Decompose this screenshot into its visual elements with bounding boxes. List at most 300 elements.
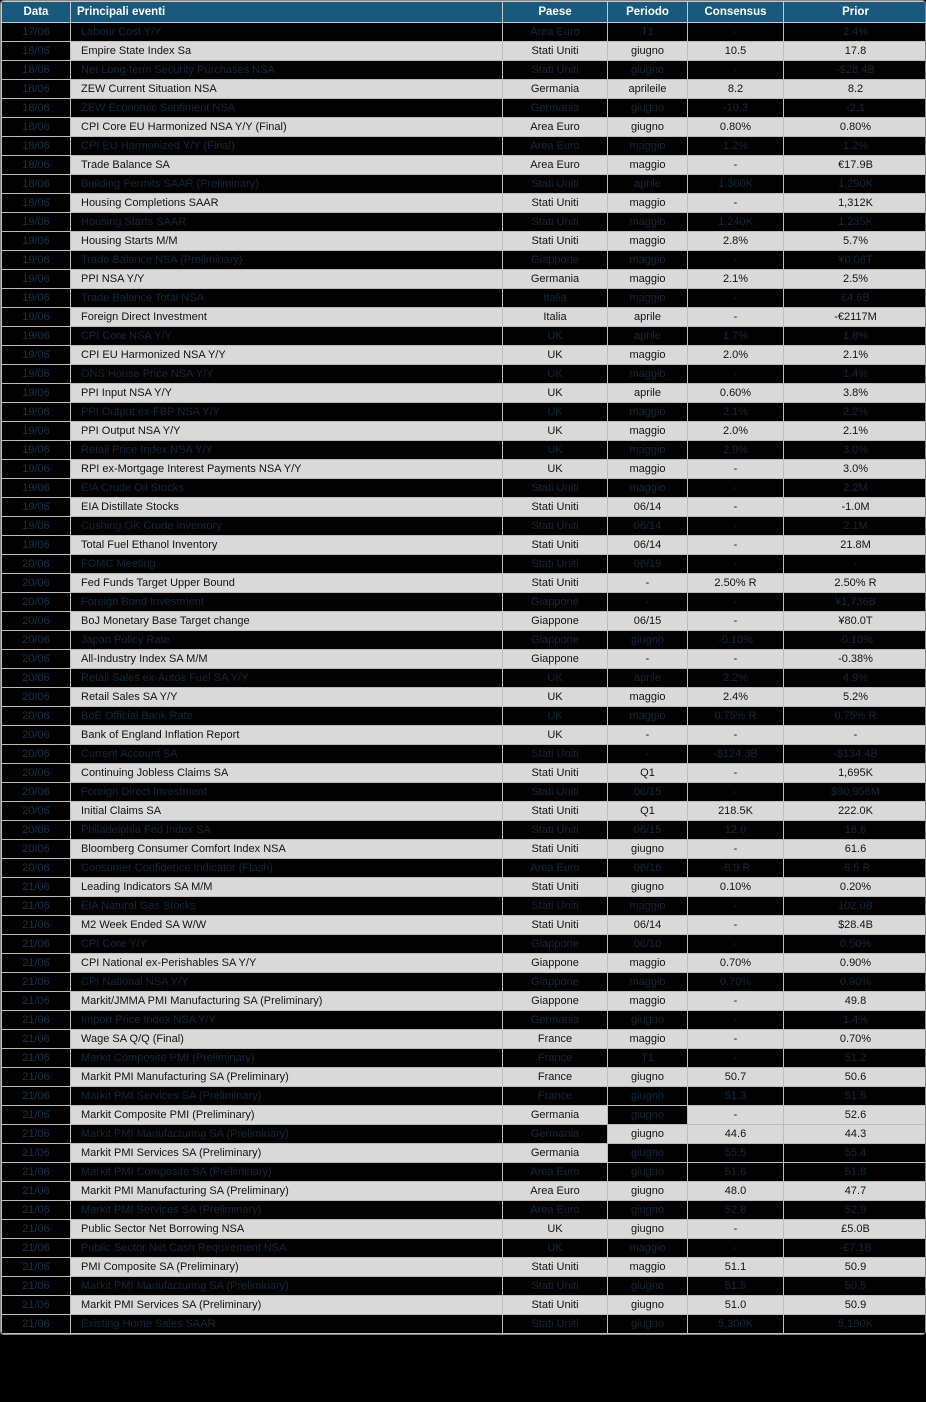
cell-prior: 2.50% R bbox=[784, 574, 926, 593]
cell-event: EIA Distillate Stocks bbox=[71, 498, 503, 517]
cell-event: Retail Price Index NSA Y/Y bbox=[71, 441, 503, 460]
table-row bbox=[2, 574, 926, 593]
cell-date: 18/06 bbox=[2, 61, 71, 80]
cell-date: 19/06 bbox=[2, 441, 71, 460]
cell-country: Stati Uniti bbox=[503, 840, 608, 859]
cell-period: giugno bbox=[608, 1125, 688, 1144]
cell-event: Markit/JMMA PMI Manufacturing SA (Preliminary) bbox=[71, 992, 503, 1011]
cell-country: France bbox=[503, 1068, 608, 1087]
cell-event: CPI National ex-Perishables SA Y/Y bbox=[71, 954, 503, 973]
table-row bbox=[2, 973, 926, 992]
cell-consensus: - bbox=[688, 1049, 784, 1068]
cell-country: UK bbox=[503, 707, 608, 726]
cell-event: BoJ Monetary Base Target change bbox=[71, 612, 503, 631]
cell-consensus: - bbox=[688, 612, 784, 631]
cell-consensus: - bbox=[688, 23, 784, 42]
cell-prior: £5.0B bbox=[784, 1220, 926, 1239]
cell-prior: 21.8M bbox=[784, 536, 926, 555]
cell-period: 06/15 bbox=[608, 821, 688, 840]
cell-period: 06/14 bbox=[608, 536, 688, 555]
cell-consensus: - bbox=[688, 61, 784, 80]
cell-consensus: 0.10% bbox=[688, 878, 784, 897]
cell-prior: -$134.4B bbox=[784, 745, 926, 764]
column-header-paese: Paese bbox=[503, 2, 608, 23]
cell-prior: 5.7% bbox=[784, 232, 926, 251]
cell-event: Markit PMI Manufacturing SA (Preliminary) bbox=[71, 1125, 503, 1144]
cell-period: maggio bbox=[608, 460, 688, 479]
cell-period: giugno bbox=[608, 878, 688, 897]
table-row bbox=[2, 802, 926, 821]
cell-country: Stati Uniti bbox=[503, 1296, 608, 1315]
cell-period: maggio bbox=[608, 688, 688, 707]
cell-country: Germania bbox=[503, 270, 608, 289]
cell-date: 20/06 bbox=[2, 840, 71, 859]
cell-event: Markit PMI Composite SA (Preliminary) bbox=[71, 1163, 503, 1182]
cell-period: maggio bbox=[608, 897, 688, 916]
cell-consensus: - bbox=[688, 555, 784, 574]
cell-country: Area Euro bbox=[503, 859, 608, 878]
table-row bbox=[2, 156, 926, 175]
table-row bbox=[2, 631, 926, 650]
table-row bbox=[2, 669, 926, 688]
cell-period: maggio bbox=[608, 251, 688, 270]
cell-consensus: - bbox=[688, 460, 784, 479]
cell-date: 21/06 bbox=[2, 1201, 71, 1220]
table-row bbox=[2, 612, 926, 631]
table-row bbox=[2, 954, 926, 973]
cell-prior: 1.8% bbox=[784, 327, 926, 346]
cell-period: giugno bbox=[608, 1277, 688, 1296]
cell-period: T1 bbox=[608, 1049, 688, 1068]
cell-consensus: 0.70% bbox=[688, 973, 784, 992]
cell-date: 21/06 bbox=[2, 1144, 71, 1163]
cell-consensus: - bbox=[688, 593, 784, 612]
table-row bbox=[2, 916, 926, 935]
cell-prior: 5.2% bbox=[784, 688, 926, 707]
cell-consensus: - bbox=[688, 650, 784, 669]
cell-date: 21/06 bbox=[2, 878, 71, 897]
cell-event: Continuing Jobless Claims SA bbox=[71, 764, 503, 783]
cell-prior: -6.5 R bbox=[784, 859, 926, 878]
table-row bbox=[2, 650, 926, 669]
cell-country: Stati Uniti bbox=[503, 536, 608, 555]
cell-country: Stati Uniti bbox=[503, 1277, 608, 1296]
cell-event: Cushing OK Crude Inventory bbox=[71, 517, 503, 536]
cell-prior: 0.90% bbox=[784, 954, 926, 973]
cell-consensus: - bbox=[688, 897, 784, 916]
cell-prior: 3.0% bbox=[784, 460, 926, 479]
cell-date: 20/06 bbox=[2, 555, 71, 574]
cell-consensus: 48.0 bbox=[688, 1182, 784, 1201]
cell-date: 20/06 bbox=[2, 612, 71, 631]
cell-event: Existing Home Sales SAAR bbox=[71, 1315, 503, 1334]
cell-prior: 2.1% bbox=[784, 422, 926, 441]
cell-country: Giappone bbox=[503, 973, 608, 992]
cell-period: maggio bbox=[608, 422, 688, 441]
table-row bbox=[2, 555, 926, 574]
cell-consensus: 2.0% bbox=[688, 422, 784, 441]
cell-period: maggio bbox=[608, 441, 688, 460]
table-row bbox=[2, 365, 926, 384]
cell-date: 21/06 bbox=[2, 1163, 71, 1182]
cell-event: ONS House Price NSA Y/Y bbox=[71, 365, 503, 384]
cell-event: PMI Composite SA (Preliminary) bbox=[71, 1258, 503, 1277]
table-row bbox=[2, 498, 926, 517]
cell-period: aprile bbox=[608, 308, 688, 327]
cell-consensus: 10.5 bbox=[688, 42, 784, 61]
cell-period: Q1 bbox=[608, 764, 688, 783]
cell-country: Giappone bbox=[503, 935, 608, 954]
cell-period: giugno bbox=[608, 840, 688, 859]
cell-event: EIA Crude Oil Stocks bbox=[71, 479, 503, 498]
cell-country: UK bbox=[503, 346, 608, 365]
cell-consensus: 2.0% bbox=[688, 346, 784, 365]
cell-period: 06/14 bbox=[608, 916, 688, 935]
cell-prior: 2.2M bbox=[784, 479, 926, 498]
cell-consensus: - bbox=[688, 156, 784, 175]
cell-date: 19/06 bbox=[2, 479, 71, 498]
cell-prior: 4.9% bbox=[784, 669, 926, 688]
cell-country: Giappone bbox=[503, 631, 608, 650]
cell-period: giugno bbox=[608, 1201, 688, 1220]
cell-consensus: 1.2% bbox=[688, 137, 784, 156]
table-row bbox=[2, 460, 926, 479]
table-row bbox=[2, 1011, 926, 1030]
cell-country: Germania bbox=[503, 99, 608, 118]
cell-country: Area Euro bbox=[503, 1182, 608, 1201]
cell-consensus: 2.2% bbox=[688, 669, 784, 688]
cell-prior: 3.0% bbox=[784, 441, 926, 460]
table-row bbox=[2, 536, 926, 555]
cell-period: aprile bbox=[608, 669, 688, 688]
cell-period: giugno bbox=[608, 1296, 688, 1315]
cell-period: giugno bbox=[608, 61, 688, 80]
cell-consensus: -$124.3B bbox=[688, 745, 784, 764]
cell-prior: ¥1,736B bbox=[784, 593, 926, 612]
cell-date: 20/06 bbox=[2, 802, 71, 821]
cell-period: giugno bbox=[608, 1315, 688, 1334]
table-row bbox=[2, 232, 926, 251]
cell-event: Consumer Confidence Indicator (Flash) bbox=[71, 859, 503, 878]
cell-prior: 2.4% bbox=[784, 23, 926, 42]
cell-prior: 50.9 bbox=[784, 1258, 926, 1277]
events-table bbox=[1, 1, 926, 1334]
table-row bbox=[2, 517, 926, 536]
cell-date: 21/06 bbox=[2, 1277, 71, 1296]
table-row bbox=[2, 878, 926, 897]
cell-prior: 2.2% bbox=[784, 403, 926, 422]
cell-country: Stati Uniti bbox=[503, 498, 608, 517]
cell-date: 21/06 bbox=[2, 1220, 71, 1239]
cell-date: 21/06 bbox=[2, 1239, 71, 1258]
cell-country: Stati Uniti bbox=[503, 213, 608, 232]
cell-country: UK bbox=[503, 384, 608, 403]
table-row bbox=[2, 289, 926, 308]
cell-country: UK bbox=[503, 1239, 608, 1258]
cell-country: Germania bbox=[503, 1106, 608, 1125]
cell-country: Stati Uniti bbox=[503, 897, 608, 916]
cell-prior: 0.80% bbox=[784, 118, 926, 137]
table-row bbox=[2, 593, 926, 612]
cell-consensus: 2.4% bbox=[688, 688, 784, 707]
cell-consensus: - bbox=[688, 308, 784, 327]
cell-period: 06/14 bbox=[608, 498, 688, 517]
table-row bbox=[2, 1049, 926, 1068]
cell-period: maggio bbox=[608, 346, 688, 365]
cell-date: 19/06 bbox=[2, 327, 71, 346]
cell-event: PPI Input NSA Y/Y bbox=[71, 384, 503, 403]
cell-period: aprile bbox=[608, 327, 688, 346]
cell-event: Markit PMI Manufacturing SA (Preliminary) bbox=[71, 1277, 503, 1296]
cell-consensus: 0.70% bbox=[688, 954, 784, 973]
cell-prior: €4.6B bbox=[784, 289, 926, 308]
cell-date: 21/06 bbox=[2, 992, 71, 1011]
cell-country: France bbox=[503, 1049, 608, 1068]
cell-country: Stati Uniti bbox=[503, 61, 608, 80]
column-header-prior: Prior bbox=[784, 2, 926, 23]
cell-prior: 8.2 bbox=[784, 80, 926, 99]
cell-country: Stati Uniti bbox=[503, 232, 608, 251]
cell-date: 21/06 bbox=[2, 1182, 71, 1201]
cell-period: maggio bbox=[608, 1239, 688, 1258]
cell-event: Retail Sales ex-Autos Fuel SA Y/Y bbox=[71, 669, 503, 688]
cell-consensus: - bbox=[688, 764, 784, 783]
cell-date: 21/06 bbox=[2, 1296, 71, 1315]
cell-consensus: 50.7 bbox=[688, 1068, 784, 1087]
cell-event: CPI EU Harmonized Y/Y (Final) bbox=[71, 137, 503, 156]
cell-consensus: - bbox=[688, 726, 784, 745]
cell-period: 06/15 bbox=[608, 783, 688, 802]
cell-event: Current Account SA bbox=[71, 745, 503, 764]
cell-date: 18/06 bbox=[2, 99, 71, 118]
cell-period: maggio bbox=[608, 707, 688, 726]
cell-prior: - bbox=[784, 555, 926, 574]
cell-date: 21/06 bbox=[2, 897, 71, 916]
cell-period: giugno bbox=[608, 1144, 688, 1163]
cell-consensus: 0.75% R bbox=[688, 707, 784, 726]
cell-country: Stati Uniti bbox=[503, 479, 608, 498]
cell-consensus: 55.5 bbox=[688, 1144, 784, 1163]
cell-prior: -0.38% bbox=[784, 650, 926, 669]
cell-prior: 1.4% bbox=[784, 1011, 926, 1030]
cell-consensus: - bbox=[688, 498, 784, 517]
cell-country: Germania bbox=[503, 1011, 608, 1030]
cell-event: Markit PMI Manufacturing SA (Preliminary) bbox=[71, 1068, 503, 1087]
table-row bbox=[2, 992, 926, 1011]
cell-prior: 0.70% bbox=[784, 1030, 926, 1049]
cell-consensus: 2.9% bbox=[688, 441, 784, 460]
cell-period: giugno bbox=[608, 1106, 688, 1125]
table-row bbox=[2, 270, 926, 289]
cell-country: Giappone bbox=[503, 593, 608, 612]
cell-period: Q1 bbox=[608, 802, 688, 821]
cell-event: Markit PMI Services SA (Preliminary) bbox=[71, 1144, 503, 1163]
cell-date: 19/06 bbox=[2, 289, 71, 308]
cell-period: - bbox=[608, 726, 688, 745]
table-row bbox=[2, 783, 926, 802]
cell-prior: -1.0M bbox=[784, 498, 926, 517]
cell-date: 20/06 bbox=[2, 650, 71, 669]
cell-event: Trade Balance Total NSA bbox=[71, 289, 503, 308]
table-row bbox=[2, 1296, 926, 1315]
cell-country: UK bbox=[503, 669, 608, 688]
cell-consensus: -0.10% bbox=[688, 631, 784, 650]
cell-date: 19/06 bbox=[2, 384, 71, 403]
cell-event: RPI ex-Mortgage Interest Payments NSA Y/Y bbox=[71, 460, 503, 479]
cell-date: 21/06 bbox=[2, 1087, 71, 1106]
cell-date: 19/06 bbox=[2, 308, 71, 327]
cell-prior: €17.9B bbox=[784, 156, 926, 175]
cell-country: UK bbox=[503, 365, 608, 384]
cell-prior: 47.7 bbox=[784, 1182, 926, 1201]
cell-consensus: - bbox=[688, 365, 784, 384]
cell-consensus: - bbox=[688, 783, 784, 802]
cell-date: 19/06 bbox=[2, 270, 71, 289]
cell-country: Area Euro bbox=[503, 1163, 608, 1182]
cell-period: - bbox=[608, 574, 688, 593]
cell-date: 21/06 bbox=[2, 954, 71, 973]
table-row bbox=[2, 213, 926, 232]
table-row bbox=[2, 61, 926, 80]
cell-consensus: - bbox=[688, 1030, 784, 1049]
cell-period: maggio bbox=[608, 1030, 688, 1049]
cell-event: Initial Claims SA bbox=[71, 802, 503, 821]
cell-consensus: 1,300K bbox=[688, 175, 784, 194]
table-row bbox=[2, 23, 926, 42]
table-row bbox=[2, 384, 926, 403]
cell-country: France bbox=[503, 1030, 608, 1049]
cell-prior: 222.0K bbox=[784, 802, 926, 821]
table-row bbox=[2, 707, 926, 726]
cell-date: 17/06 bbox=[2, 23, 71, 42]
cell-period: - bbox=[608, 650, 688, 669]
cell-date: 21/06 bbox=[2, 1106, 71, 1125]
column-header-consensus: Consensus bbox=[688, 2, 784, 23]
table-row bbox=[2, 422, 926, 441]
cell-country: Stati Uniti bbox=[503, 1315, 608, 1334]
cell-country: UK bbox=[503, 403, 608, 422]
cell-prior: - bbox=[784, 726, 926, 745]
cell-date: 19/06 bbox=[2, 498, 71, 517]
cell-date: 20/06 bbox=[2, 745, 71, 764]
cell-event: CPI EU Harmonized NSA Y/Y bbox=[71, 346, 503, 365]
cell-event: Trade Balance SA bbox=[71, 156, 503, 175]
cell-country: Germania bbox=[503, 1125, 608, 1144]
cell-prior: 50.9 bbox=[784, 1296, 926, 1315]
cell-prior: 102.0B bbox=[784, 897, 926, 916]
cell-consensus: 12.0 bbox=[688, 821, 784, 840]
cell-country: Stati Uniti bbox=[503, 745, 608, 764]
cell-period: maggio bbox=[608, 403, 688, 422]
cell-prior: 51.8 bbox=[784, 1163, 926, 1182]
cell-consensus: 52.8 bbox=[688, 1201, 784, 1220]
cell-date: 20/06 bbox=[2, 821, 71, 840]
table-row bbox=[2, 688, 926, 707]
cell-event: Import Price Index NSA Y/Y bbox=[71, 1011, 503, 1030]
cell-prior: 1,290K bbox=[784, 175, 926, 194]
cell-event: PPI Output ex-FBP NSA Y/Y bbox=[71, 403, 503, 422]
cell-consensus: - bbox=[688, 1011, 784, 1030]
cell-period: aprile bbox=[608, 175, 688, 194]
cell-consensus: 0.80% bbox=[688, 118, 784, 137]
table-row bbox=[2, 1239, 926, 1258]
cell-date: 20/06 bbox=[2, 574, 71, 593]
cell-period: maggio bbox=[608, 992, 688, 1011]
cell-prior: 50.5 bbox=[784, 1277, 926, 1296]
cell-event: Bank of England Inflation Report bbox=[71, 726, 503, 745]
cell-date: 18/06 bbox=[2, 80, 71, 99]
cell-consensus: 44.6 bbox=[688, 1125, 784, 1144]
cell-date: 21/06 bbox=[2, 1011, 71, 1030]
cell-prior: $90,956M bbox=[784, 783, 926, 802]
cell-event: All-Industry Index SA M/M bbox=[71, 650, 503, 669]
cell-period: - bbox=[608, 593, 688, 612]
cell-period: 06/10 bbox=[608, 935, 688, 954]
table-row bbox=[2, 1277, 926, 1296]
cell-event: Foreign Direct Investment bbox=[71, 783, 503, 802]
cell-country: Stati Uniti bbox=[503, 574, 608, 593]
cell-period: maggio bbox=[608, 954, 688, 973]
cell-consensus: - bbox=[688, 517, 784, 536]
cell-prior: 52.9 bbox=[784, 1201, 926, 1220]
cell-prior: 5,190K bbox=[784, 1315, 926, 1334]
cell-prior: 55.4 bbox=[784, 1144, 926, 1163]
cell-date: 19/06 bbox=[2, 422, 71, 441]
cell-period: giugno bbox=[608, 1220, 688, 1239]
cell-country: France bbox=[503, 1087, 608, 1106]
cell-country: Stati Uniti bbox=[503, 1258, 608, 1277]
table-row bbox=[2, 745, 926, 764]
cell-period: maggio bbox=[608, 213, 688, 232]
table-row bbox=[2, 897, 926, 916]
cell-event: Housing Starts SAAR bbox=[71, 213, 503, 232]
table-row bbox=[2, 764, 926, 783]
cell-prior: $28.4B bbox=[784, 916, 926, 935]
cell-country: Germania bbox=[503, 1144, 608, 1163]
cell-date: 21/06 bbox=[2, 935, 71, 954]
cell-consensus: - bbox=[688, 1220, 784, 1239]
cell-date: 21/06 bbox=[2, 916, 71, 935]
cell-event: BoE Official Bank Rate bbox=[71, 707, 503, 726]
cell-period: giugno bbox=[608, 1182, 688, 1201]
table-row bbox=[2, 118, 926, 137]
table-row bbox=[2, 1087, 926, 1106]
cell-event: Total Fuel Ethanol Inventory bbox=[71, 536, 503, 555]
cell-period: 06/14 bbox=[608, 517, 688, 536]
table-row bbox=[2, 327, 926, 346]
cell-date: 20/06 bbox=[2, 593, 71, 612]
cell-consensus: -10.3 bbox=[688, 99, 784, 118]
cell-date: 21/06 bbox=[2, 1315, 71, 1334]
cell-date: 18/06 bbox=[2, 194, 71, 213]
cell-consensus: - bbox=[688, 935, 784, 954]
cell-event: Wage SA Q/Q (Final) bbox=[71, 1030, 503, 1049]
cell-consensus: 2.8% bbox=[688, 232, 784, 251]
cell-prior: 51.5 bbox=[784, 1087, 926, 1106]
cell-event: Philadelphia Fed Index SA bbox=[71, 821, 503, 840]
cell-consensus: - bbox=[688, 1106, 784, 1125]
cell-date: 19/06 bbox=[2, 213, 71, 232]
cell-date: 21/06 bbox=[2, 973, 71, 992]
cell-prior: 44.3 bbox=[784, 1125, 926, 1144]
cell-event: ZEW Current Situation NSA bbox=[71, 80, 503, 99]
cell-date: 19/06 bbox=[2, 536, 71, 555]
cell-consensus: 8.2 bbox=[688, 80, 784, 99]
cell-event: CPI National NSA Y/Y bbox=[71, 973, 503, 992]
cell-prior: 1.2% bbox=[784, 137, 926, 156]
cell-country: Area Euro bbox=[503, 118, 608, 137]
cell-period: giugno bbox=[608, 1011, 688, 1030]
